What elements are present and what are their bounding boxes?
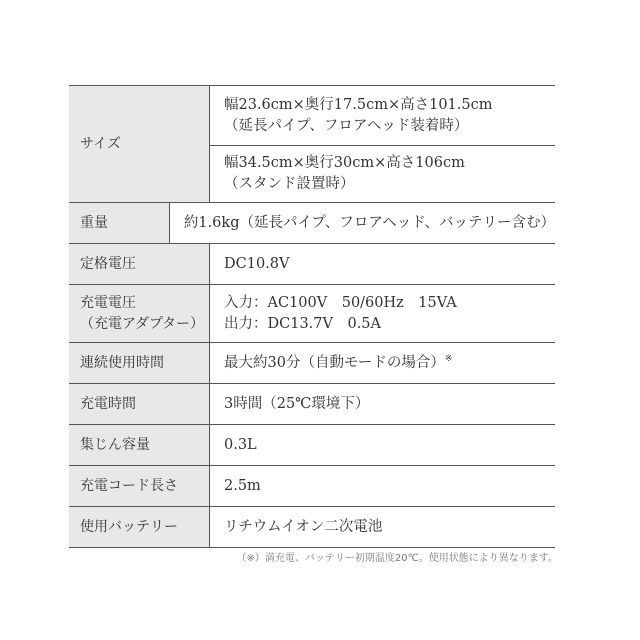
rated-voltage-label: 定格電圧 — [80, 255, 136, 272]
spec-row-charge-voltage — [69, 285, 555, 343]
spec-values-size — [210, 86, 555, 202]
size-value-1-dimensions: 幅23.6cm×奥行17.5cm×高さ101.5cm — [224, 96, 493, 113]
spec-label-charge-time — [69, 384, 210, 424]
spec-value-charge-voltage — [210, 285, 555, 342]
battery-value: リチウムイオン二次電池 — [224, 518, 383, 535]
cord-length-value: 2.5m — [224, 477, 261, 494]
spec-value-charge-time — [210, 384, 555, 424]
spec-row-runtime — [69, 343, 555, 384]
runtime-label: 連続使用時間 — [80, 354, 164, 371]
weight-value: 約1.6kg（延長パイプ、フロアヘッド、バッテリー含む） — [183, 214, 555, 231]
footnote: （※）満充電、バッテリー初期温度20℃。使用状態により異なります。 — [236, 553, 558, 564]
spec-row-charge-time — [69, 384, 555, 425]
spec-row-cord-length — [69, 466, 555, 507]
battery-label: 使用バッテリー — [80, 518, 178, 535]
spec-label-runtime — [69, 343, 210, 383]
spec-label-weight — [69, 203, 170, 243]
weight-label: 重量 — [80, 214, 108, 231]
charge-voltage-sublabel: （充電アダプター） — [80, 315, 205, 332]
spec-table — [69, 85, 555, 548]
spec-label-rated-voltage — [69, 244, 210, 284]
dust-capacity-label: 集じん容量 — [80, 436, 150, 453]
cord-length-label: 充電コード長さ — [80, 477, 178, 494]
spec-row-weight — [69, 203, 555, 244]
runtime-note-mark: ※ — [444, 353, 453, 364]
size-label: サイズ — [80, 135, 121, 152]
dust-capacity-value: 0.3L — [224, 436, 257, 453]
spec-label-cord-length — [69, 466, 210, 506]
spec-value-runtime — [210, 343, 555, 383]
spec-label-charge-voltage — [69, 285, 210, 342]
charge-time-value: 3時間（25℃環境下） — [224, 395, 370, 412]
spec-label-size — [69, 86, 210, 202]
spec-value-dust-capacity — [210, 425, 555, 465]
size-value-stand — [210, 145, 555, 202]
spec-value-weight — [170, 203, 555, 243]
spec-value-rated-voltage — [210, 244, 555, 284]
charge-time-label: 充電時間 — [80, 395, 136, 412]
size-value-2-condition: （スタンド設置時） — [224, 176, 355, 192]
spec-label-dust-capacity — [69, 425, 210, 465]
size-value-extended — [210, 86, 555, 145]
spec-row-size — [69, 86, 555, 203]
spec-value-cord-length — [210, 466, 555, 506]
charge-voltage-label: 充電電圧 — [80, 294, 136, 311]
size-value-2-dimensions: 幅34.5cm×奥行30cm×高さ106cm — [224, 155, 465, 171]
runtime-value: 最大約30分（自動モードの場合） — [224, 354, 445, 371]
spec-label-battery — [69, 507, 210, 547]
rated-voltage-value: DC10.8V — [224, 255, 290, 272]
spec-row-battery — [69, 507, 555, 548]
charge-voltage-input: 入力：AC100V 50/60Hz 15VA — [224, 294, 457, 311]
size-value-1-condition: （延長パイプ、フロアヘッド装着時） — [224, 117, 469, 134]
spec-value-battery — [210, 507, 555, 547]
charge-voltage-output: 出力：DC13.7V 0.5A — [224, 315, 382, 332]
spec-row-rated-voltage — [69, 244, 555, 285]
spec-row-dust-capacity — [69, 425, 555, 466]
